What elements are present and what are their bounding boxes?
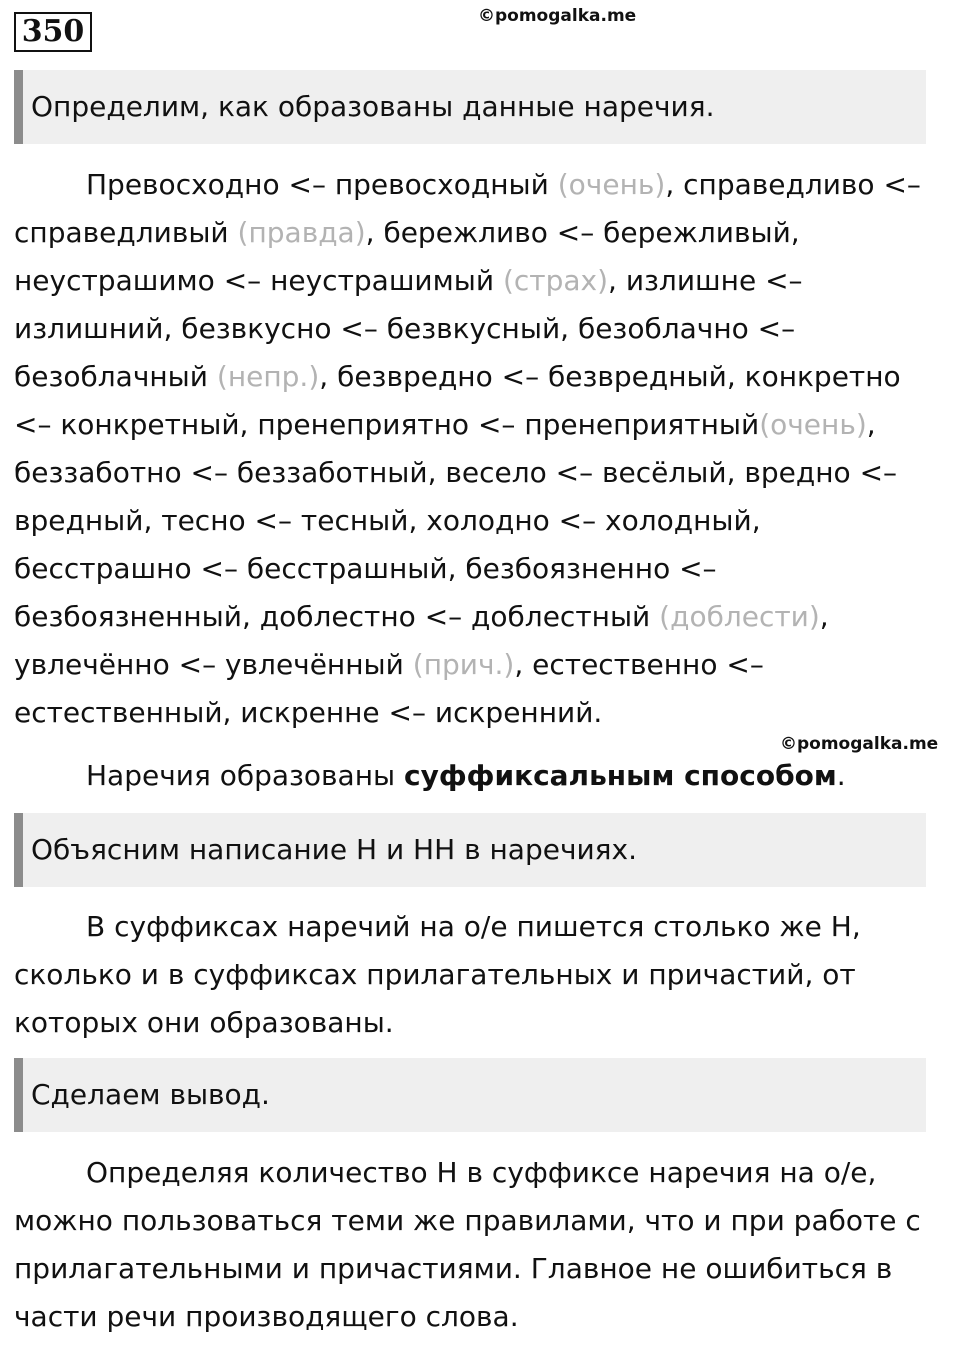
derivation-text: , бережливо <– бережливый, bbox=[365, 216, 800, 249]
derivation-line bbox=[14, 209, 944, 257]
derivation-note: (прич.) bbox=[412, 648, 515, 681]
formation-summary bbox=[14, 752, 944, 800]
summary-suffix: . bbox=[836, 759, 846, 792]
derivation-line bbox=[14, 497, 944, 545]
derivation-note: (очень) bbox=[759, 408, 867, 441]
derivation-paragraph bbox=[14, 161, 944, 737]
derivation-line bbox=[14, 449, 944, 497]
derivation-note: (непр.) bbox=[216, 360, 320, 393]
section-heading-formation: Определим, как образованы данные наречия. bbox=[14, 70, 926, 144]
derivation-line bbox=[14, 257, 944, 305]
derivation-line bbox=[14, 545, 944, 593]
conclusion-text: Определяя количество Н в суффиксе наречия на о/е, можно пользоваться теми же правилами, что и при работе с прилагательными и причастиями. Главное не ошибиться в части речи производящего слова. bbox=[14, 1156, 921, 1333]
derivation-text: , справедливо <– bbox=[665, 168, 921, 201]
derivation-note: (очень) bbox=[557, 168, 666, 201]
derivation-text: , безвредно <– безвредный, конкретно bbox=[319, 360, 901, 393]
derivation-line bbox=[14, 353, 944, 401]
derivation-line bbox=[14, 641, 944, 689]
derivation-note: (страх) bbox=[502, 264, 609, 297]
watermark-middle: ©pomogalka.me bbox=[780, 734, 939, 754]
derivation-text: увлечённо <– увлечённый bbox=[14, 648, 413, 681]
derivation-text: вредный, тесно <– тесный, холодно <– холодный, bbox=[14, 504, 761, 537]
derivation-text: безбоязненный, доблестно <– доблестный bbox=[14, 600, 660, 633]
derivation-text: бесстрашно <– бесстрашный, безбоязненно <– bbox=[14, 552, 717, 585]
section-heading-spelling: Объясним написание Н и НН в наречиях. bbox=[14, 813, 926, 887]
derivation-text: безоблачный bbox=[14, 360, 217, 393]
exercise-number: 350 bbox=[14, 12, 92, 52]
derivation-line bbox=[14, 305, 944, 353]
derivation-line bbox=[14, 401, 944, 449]
derivation-text: <– конкретный, пренеприятно <– пренеприятный bbox=[14, 408, 760, 441]
derivation-line bbox=[14, 593, 944, 641]
summary-method: суффиксальным способом bbox=[404, 759, 837, 792]
derivation-text: справедливый bbox=[14, 216, 238, 249]
derivation-line bbox=[14, 161, 944, 209]
derivation-text: неустрашимо <– неустрашимый bbox=[14, 264, 503, 297]
watermark-top: ©pomogalka.me bbox=[478, 6, 637, 26]
derivation-text: беззаботно <– беззаботный, весело <– весёлый, вредно <– bbox=[14, 456, 898, 489]
derivation-note: (доблести) bbox=[659, 600, 820, 633]
derivation-text: излишний, безвкусно <– безвкусный, безоблачно <– bbox=[14, 312, 796, 345]
derivation-line bbox=[14, 689, 944, 737]
spelling-rule-text: В суффиксах наречий на о/е пишется столько же Н, сколько и в суффиксах прилагательных и причастий, от которых они образованы. bbox=[14, 910, 861, 1039]
derivation-text: , bbox=[866, 408, 876, 441]
derivation-text: , излишне <– bbox=[608, 264, 803, 297]
derivation-text: естественный, искренне <– искренний. bbox=[14, 696, 603, 729]
section-heading-conclusion: Сделаем вывод. bbox=[14, 1058, 926, 1132]
derivation-text: , естественно <– bbox=[514, 648, 764, 681]
derivation-text: Превосходно <– превосходный bbox=[86, 168, 558, 201]
derivation-text: , bbox=[819, 600, 829, 633]
derivation-note: (правда) bbox=[237, 216, 366, 249]
summary-prefix: Наречия образованы bbox=[86, 759, 405, 792]
